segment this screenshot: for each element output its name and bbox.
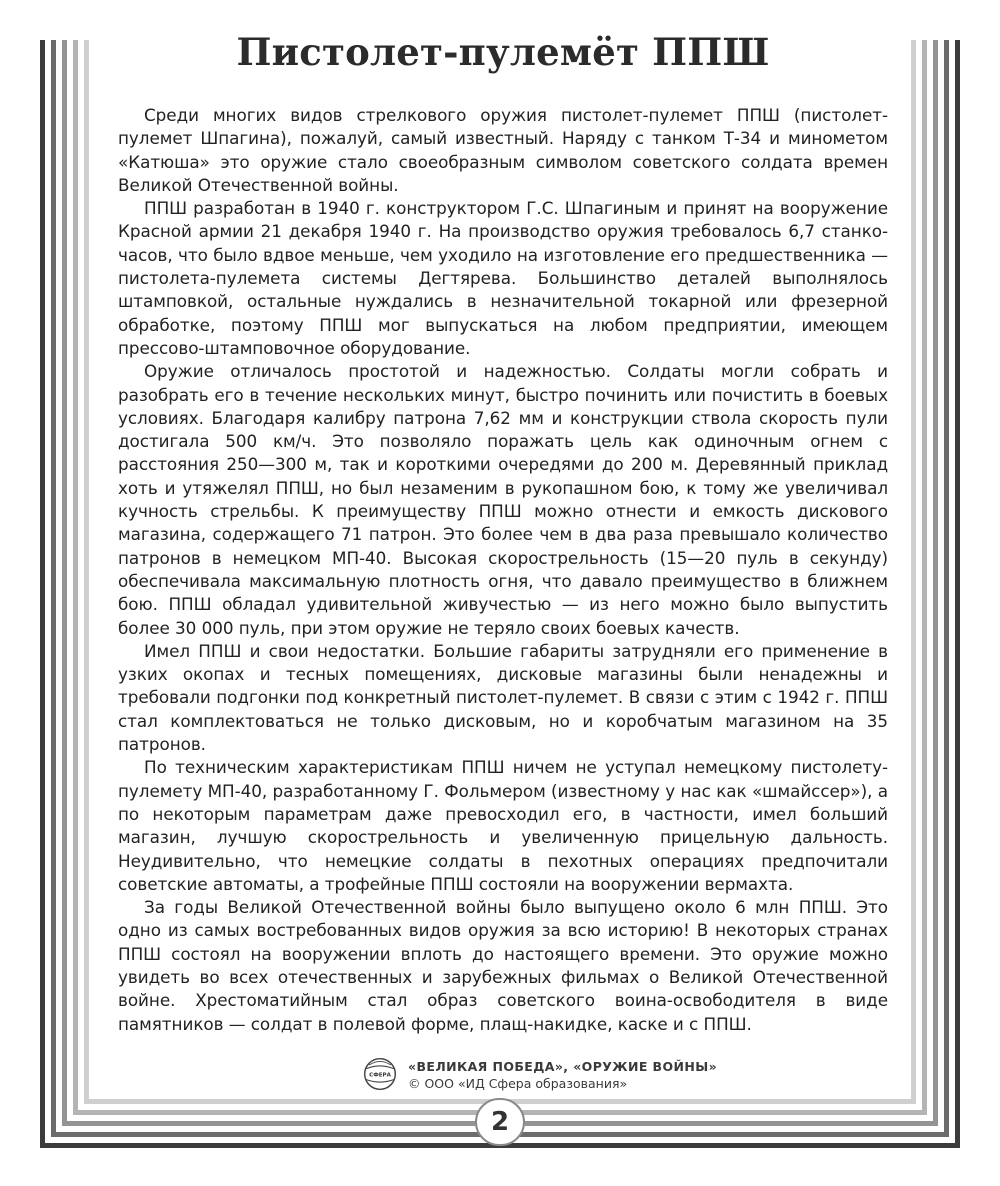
sfera-logo-icon: [362, 1056, 398, 1092]
paragraph-4: Имел ППШ и свои недостатки. Большие габариты затрудняли его применение в узких окопах и тесных помещениях, дисковые магазины были ненадежны и требовали подгонки под конкретный пистолет-пулемет. В связи с этим с 1942 г. ППШ стал комплектоваться не только дисковым, но и коробчатым магазином на 35 патронов.: [118, 640, 888, 755]
frame-stripe-right: [955, 40, 960, 1148]
frame-stripe-right: [922, 40, 927, 1115]
footer-text: [408, 1056, 717, 1091]
frame-stripe-left: [51, 40, 56, 1137]
copyright: © ООО «ИД Сфера образования»: [408, 1076, 628, 1091]
frame-stripe-left: [62, 40, 67, 1126]
footer: [362, 1056, 717, 1092]
paragraph-5: По техническим характеристикам ППШ ничем не уступал немецкому пистолету-пулемету МП-40, разработанному Г. Фольмером (известному у нас как «шмайссер»), а по некоторым параметрам даже превосходил его, в частности, имел больший магазин, лучшую скорострельность и увеличенную прицельную дальность. Неудивительно, что немецкие солдаты в пехотных операциях предпочитали советские автоматы, а трофейные ППШ состояли на вооружении вермахта.: [118, 757, 888, 894]
frame-stripe-left: [73, 40, 78, 1115]
page-number: 2: [475, 1098, 525, 1146]
paragraph-1: Среди многих видов стрелкового оружия пистолет-пулемет ППШ (пистолет-пулемет Шпагина), пожалуй, самый известный. Наряду с танком Т-34 и минометом «Катюша» это оружие стало своеобразным символом советского солдата времен Великой Отечественной войны.: [118, 105, 888, 195]
logo-text: СФЕРА: [369, 1072, 391, 1079]
series-title: «ВЕЛИКАЯ ПОБЕДА», «ОРУЖИЕ ВОЙНЫ»: [408, 1059, 718, 1074]
article-body: [118, 104, 888, 1036]
paragraph-2: ППШ разработан в 1940 г. конструктором Г.С. Шпагиным и принят на вооружение Красной армии 21 декабря 1940 г. На производство оружия требовалось 6,7 станко-часов, что было вдвое меньше, чем уходило на изготовление его предшественника — пистолета-пулемета системы Дегтярева. Большинство деталей выполнялось штамповкой, остальные нуждались в незначительной токарной или фрезерной обработке, поэтому ППШ мог выпускаться на любом предприятии, имеющем прессово-штамповочное оборудование.: [118, 198, 888, 358]
page-title: Пистолет-пулемёт ППШ: [236, 30, 770, 74]
paragraph-6: За годы Великой Отечественной войны было выпущено около 6 млн ППШ. Это одно из самых востребованных видов оружия за всю историю! В некоторых странах ППШ состоял на вооружении вплоть до настоящего времени. Это оружие можно увидеть во всех отечественных и зарубежных фильмах о Великой Отечественной войне. Хрестоматийным стал образ советского воина-освободителя в виде памятников — солдат в полевой форме, плащ-накидке, каске и с ППШ.: [118, 897, 888, 1034]
frame-stripe-right: [933, 40, 938, 1126]
frame-stripe-right: [944, 40, 949, 1137]
article: [118, 30, 888, 1036]
frame-stripe-left: [40, 40, 45, 1148]
frame-stripe-right: [911, 40, 916, 1104]
paragraph-3: Оружие отличалось простотой и надежностью. Солдаты могли собрать и разобрать его в течение нескольких минут, быстро починить или почистить в боевых условиях. Благодаря калибру патрона 7,62 мм и конструкции ствола скорость пули достигала 500 км/ч. Это позволяло поражать цель как одиночным огнем с расстояния 250—300 м, так и короткими очередями до 200 м. Деревянный приклад хоть и утяжелял ППШ, но был незаменим в рукопашном бою, к тому же увеличивал кучность стрельбы. К преимуществу ППШ можно отнести и емкость дискового магазина, содержащего 71 патрон. Это более чем в два раза превышало количество патронов в немецком МП-40. Высокая скорострельность (15—20 пуль в секунду) обеспечивала максимальную плотность огня, что давало преимущество в ближнем бою. ППШ обладал удивительной живучестью — из него можно было выпустить более 30 000 пуль, при этом оружие не теряло своих боевых качеств.: [118, 361, 888, 638]
frame-stripe-left: [84, 40, 89, 1104]
